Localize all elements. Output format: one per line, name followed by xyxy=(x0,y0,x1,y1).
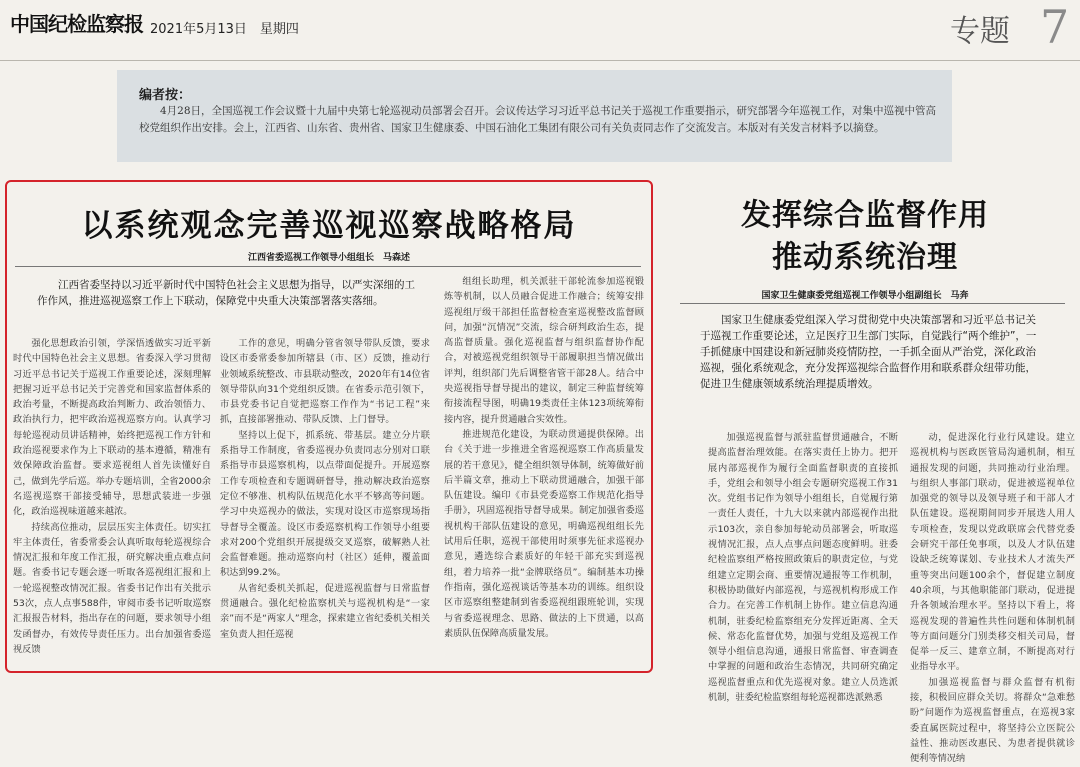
paragraph: 从省纪委机关抓起，促进巡视监督与日常监督贯通融合。强化纪检监察机关与巡视机构是“一家亲”而不是“两家人”理念，探索建立省纪委机关相关室负责人担任巡视 xyxy=(220,582,430,640)
article-byline: 江西省委巡视工作领导小组组长 马森述 xyxy=(247,253,410,263)
editor-note-box xyxy=(117,70,952,162)
article-column-1 xyxy=(13,336,211,666)
highlighted-article-frame[interactable] xyxy=(5,180,653,673)
article-headline: 以系统观念完善巡视巡察战略格局 xyxy=(81,208,577,244)
editor-note-title: 编者按： xyxy=(139,88,192,103)
paragraph: 组组长助理，机关派驻干部轮流参加巡视锻炼等机制，以人员融合促进工作融合；统筹安排巡视组厅级干部担任监督检查室巡视整改监督顾问，加强“沉情况”交流，综合研判政治生态，提高监督质量。强化巡视监督与组织监督协作配合，对被巡视党组织领导干部履职担当情况做出评判，组织部门先后调整省管干部28人。结合中央巡视指导督导提出的建议，制定三种监督统筹衔接流程导图，明确19类责任主体123项统筹衔接内容，提升贯通融合实效性。 xyxy=(444,276,644,425)
paragraph: 强化思想政治引领，学深悟透做实习近平新时代中国特色社会主义思想。省委深入学习贯彻习近平总书记关于巡视工作重要论述，深刻理解把握习近平总书记关于完善党和国家监督体系的政治考量，不断提高政治判断力、政治领悟力、政治执行力，把牢政治巡视巡察方向。认真学习每轮巡视动员讲话精神，始终把巡视工作方针和政治巡视要求作为上下联动的基本遵循，精准有效保障政治监督。要求巡视组人首先读懂好自己，做到先学后巡。举办专题培训，全省2000余名巡视巡察干部接受辅导，思想武装进一步强化，政治巡视味道越来越浓。 xyxy=(13,338,211,518)
page-number: 7 xyxy=(1040,0,1070,54)
divider xyxy=(15,266,641,267)
issue-date: 2021年5月13日 星期四 xyxy=(150,22,299,37)
paragraph: 动，促进深化行业行风建设。建立巡视机构与医政医管局沟通机制，相互通报发现的问题，共同推动行业治理。与组织人事部门联动，促进被巡视单位加强党的领导以及领导班子和干部人才队伍建设。巡视期间同步开展选人用人专项检查，发现以党政联席会代替党委会研究干部任免事项，以及人才队伍建设缺乏统筹谋划、专业技术人才流失严重等突出问题100余个，督促建立制度40余项，与其他职能部门联动，促进提升各领域治理水平。坚持以下看上，将巡视发现的普遍性共性问题和体制机制等方面问题分门别类移交相关司局，督促举一反三、建章立制，不断提高对行业指导水平。 xyxy=(910,432,1075,673)
headline-line: 推动系统治理 xyxy=(772,240,958,275)
paragraph: 推进规范化建设，为联动贯通提供保障。出台《关于进一步推进全省巡视巡察工作高质量发展的若干意见》，健全组织领导体制，统筹做好前后半篇文章，推动上下联动贯通融合，加强干部队伍建设。编印《市县党委巡察工作规范化指导手册》，巩固巡视指导督导成果。制定加强省委巡视机构干部队伍建设的意见，明确巡视组组长先试用后任职，巡视干部使用时须事先征求巡视办意见，遴选综合素质好的年轻干部充实到巡视组，着力培养一批“金牌联络员”。编制基本功操作指南，强化巡视谈话等基本功的训练。组织设区市巡察组整建制到省委巡视组跟班轮训，实现与省委巡视理念、思路、做法的上下贯通，以高素质队伍保障高质量发展。 xyxy=(444,428,644,639)
right-article-lead: 国家卫生健康委党组深入学习贯彻党中央决策部署和习近平总书记关于巡视工作重要论述，立足医疗卫生部门实际，自觉践行“两个维护”，一手抓健康中国建设和新冠肺炎疫情防控，一手抓全面从严治党，深化政治巡视，强化系统观念，充分发挥巡视综合监督作用和联系群众纽带功能，促进卫生健康领域系统治理提质增效。 xyxy=(700,314,1037,390)
section-label: 专题 xyxy=(950,14,1010,49)
paragraph: 加强巡视监督与派驻监督贯通融合，不断提高监督治理效能。在落实责任上协力。把开展内部巡视作为履行全面监督职责的直接抓手，党组会和领导小组会专题研究巡视工作31次。党组书记作为领导小组组长，自觉履行第一责任人责任，十九大以来就内部巡视作出批示103次，亲自参加每轮动员部署会，听取巡视情况汇报，点人点事点问题态度鲜明。驻委纪检监察组严格按照政策后的职责定位，与党组建立定期会商、重要情况通报等工作机制，积极协助做好内部巡视，与巡视机构形成工作合力。在完善工作机制上协作。建立信息沟通机制，驻委纪检监察组充分发挥近距离、全天候、常态化监督优势，加强与党组及巡视工作领导小组信息沟通，通报日常监督、审查调查中掌握的问题和政治生态情况，共同研究确定巡视监督重点和优先巡视对象。建立人员选派机制，驻委纪检监察组每轮巡视都选派熟悉 xyxy=(708,432,898,704)
right-article-column-2 xyxy=(910,430,1075,765)
paragraph: 持续高位推动，层层压实主体责任。切实扛牢主体责任，省委常委会认真听取每轮巡视综合情况汇报和年度工作汇报，研究解决重点难点问题。省委书记专题会逐一听取各巡视组汇报和上一轮巡视整改情况汇报。省委书记作出有关批示53次，点人点事588件，审阅市委书记听取巡察汇报报告材料，指出存在的问题，要求领导小组发函督办，有效传导责任压力。出台加强省委巡视反馈 xyxy=(13,521,211,655)
right-article-headline xyxy=(700,195,1030,279)
newspaper-logo: 中国纪检监察报 xyxy=(10,12,143,36)
headline-line: 发挥综合监督作用 xyxy=(741,198,989,233)
article-lead: 江西省委坚持以习近平新时代中国特色社会主义思想为指导，以严实深细的工作作风，推进巡视巡察工作上下联动，保障党中央重大决策部署落实落细。 xyxy=(37,279,415,307)
article-column-3 xyxy=(444,274,644,666)
paragraph: 工作的意见，明确分管省领导带队反馈，要求设区市委常委参加所辖县（市、区）反馈，推动行业领域系统整改、市县联动整改，2020年有14位省领导带队向31个党组织反馈。在省委示范引领下，市县党委书记自觉把巡察工作作为“书记工程”来抓，直接部署推动、带队反馈、上门督导。 xyxy=(220,338,430,426)
article-column-2 xyxy=(220,336,430,666)
right-article-byline: 国家卫生健康委党组巡视工作领导小组副组长 马奔 xyxy=(761,291,969,301)
right-article-column-1 xyxy=(708,430,898,704)
divider xyxy=(680,303,1065,304)
paragraph: 坚持以上促下，抓系统、带基层。建立分片联系指导工作制度，省委巡视办负责同志分别对口联系指导市县巡察机构，以点带面促提升。开展巡察工作专项检查和专题调研督导，推动解决政治巡察定位不够准、机构队伍规范化水平不够高等问题。学习中央巡视办的做法，实现对设区市巡察现场指导督导全覆盖。设区市委巡察机构工作领导小组要求对200个党组织开展提级交叉巡察，破解熟人社会监督难题。推动巡察向村（社区）延伸，覆盖面积达到99.2%。 xyxy=(220,429,430,579)
paragraph: 加强巡视监督与群众监督有机衔接，积极回应群众关切。将群众“急难愁盼”问题作为巡视监督重点，在巡视3家委直属医院过程中，将坚持公立医院公益性、推动医改惠民、为患者提供就诊便利等情况纳 xyxy=(910,676,1075,765)
editor-note-body: 4月28日，全国巡视工作会议暨十九届中央第七轮巡视动员部署会召开。会议传达学习习近平总书记关于巡视工作重要指示，研究部署今年巡视工作，对集中巡视中管高校党组织作出安排。会上，江西省、山东省、贵州省、国家卫生健康委、中国石油化工集团有限公司有关负责同志作了交流发言。本版对有关发言材料予以摘登。 xyxy=(139,105,937,134)
masthead xyxy=(0,0,1080,61)
